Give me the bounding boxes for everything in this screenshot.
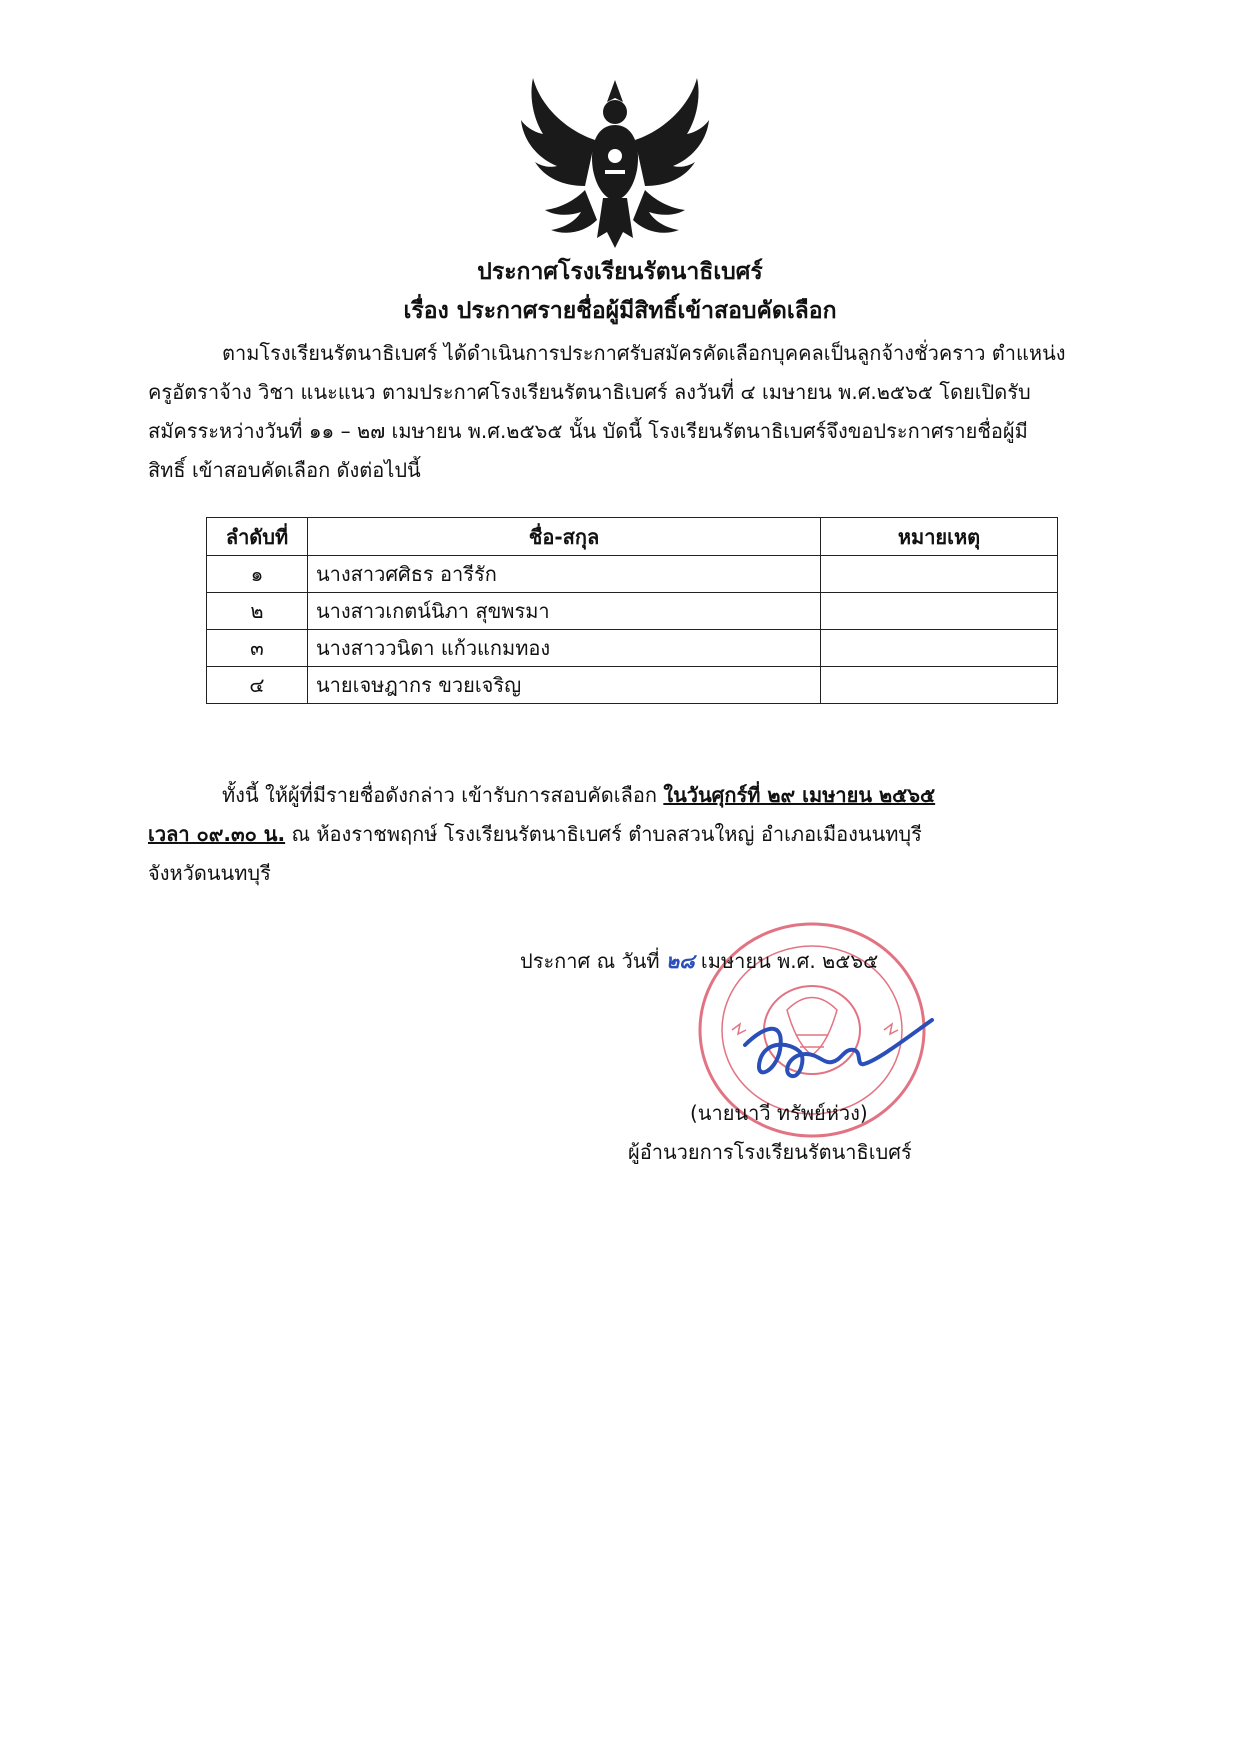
announce-date-line (520, 942, 878, 981)
row-name: นางสาววนิดา แก้วแกมทอง (308, 630, 821, 667)
closing-line-2 (148, 815, 922, 854)
table-row (207, 630, 1058, 667)
announce-prefix: ประกาศ ณ วันที่ (520, 949, 660, 973)
row-no: ๑ (207, 556, 308, 593)
table-row (207, 667, 1058, 704)
header-name: ชื่อ-สกุล (308, 518, 821, 556)
row-no: ๒ (207, 593, 308, 630)
table-row (207, 593, 1058, 630)
candidates-table (206, 517, 1058, 704)
row-no: ๔ (207, 667, 308, 704)
document-subject: เรื่อง ประกาศรายชื่อผู้มีสิทธิ์เข้าสอบคัดเลือก (403, 298, 837, 324)
announce-day: ๒๘ (665, 949, 695, 973)
intro-line-3: สมัครระหว่างวันที่ ๑๑ – ๒๗ เมษายน พ.ศ.๒๕๖๕ นั้น บัดนี้ โรงเรียนรัตนาธิเบศร์จึงขอประกาศรายชื่อผู้มี (148, 419, 1028, 443)
table-header-row (207, 518, 1058, 556)
garuda-emblem-icon (515, 70, 715, 260)
exam-location: ณ ห้องราชพฤกษ์ โรงเรียนรัตนาธิเบศร์ ตำบลสวนใหญ่ อำเภอเมืองนนทบุรี (291, 822, 922, 846)
row-remark (821, 630, 1058, 667)
closing-text: ทั้งนี้ ให้ผู้ที่มีรายชื่อดังกล่าว เข้ารับการสอบคัดเลือก (222, 783, 657, 807)
row-remark (821, 556, 1058, 593)
signer-name: (นายนาวี ทรัพย์ห่วง) (690, 1101, 868, 1125)
row-name: นางสาวเกตน์นิภา สุขพรมา (308, 593, 821, 630)
row-name: นายเจษฎากร ขวยเจริญ (308, 667, 821, 704)
closing-line-3: จังหวัดนนทบุรี (148, 861, 271, 885)
closing-line-1 (222, 776, 935, 815)
exam-time: เวลา ๐๙.๓๐ น. (148, 822, 286, 846)
intro-line-2: ครูอัตราจ้าง วิชา แนะแนว ตามประกาศโรงเรียนรัตนาธิเบศร์ ลงวันที่ ๔ เมษายน พ.ศ.๒๕๖๕ โดยเปิดรับ (148, 380, 1031, 404)
signature-icon (740, 1005, 940, 1090)
announce-suffix: เมษายน พ.ศ. ๒๕๖๕ (700, 949, 879, 973)
intro-line-4: สิทธิ์ เข้าสอบคัดเลือก ดังต่อไปนี้ (148, 458, 421, 482)
header-remark: หมายเหตุ (821, 518, 1058, 556)
row-remark (821, 593, 1058, 630)
exam-date: ในวันศุกร์ที่ ๒๙ เมษายน ๒๕๖๕ (663, 783, 936, 807)
intro-line-1: ตามโรงเรียนรัตนาธิเบศร์ ได้ดำเนินการประกาศรับสมัครคัดเลือกบุคคลเป็นลูกจ้างชั่วคราว ตำแหน่ง (222, 341, 1066, 365)
row-remark (821, 667, 1058, 704)
row-no: ๓ (207, 630, 308, 667)
document-title: ประกาศโรงเรียนรัตนาธิเบศร์ (477, 259, 763, 285)
table-row (207, 556, 1058, 593)
header-no: ลำดับที่ (207, 518, 308, 556)
signer-title: ผู้อำนวยการโรงเรียนรัตนาธิเบศร์ (628, 1140, 912, 1164)
row-name: นางสาวศศิธร อารีรัก (308, 556, 821, 593)
